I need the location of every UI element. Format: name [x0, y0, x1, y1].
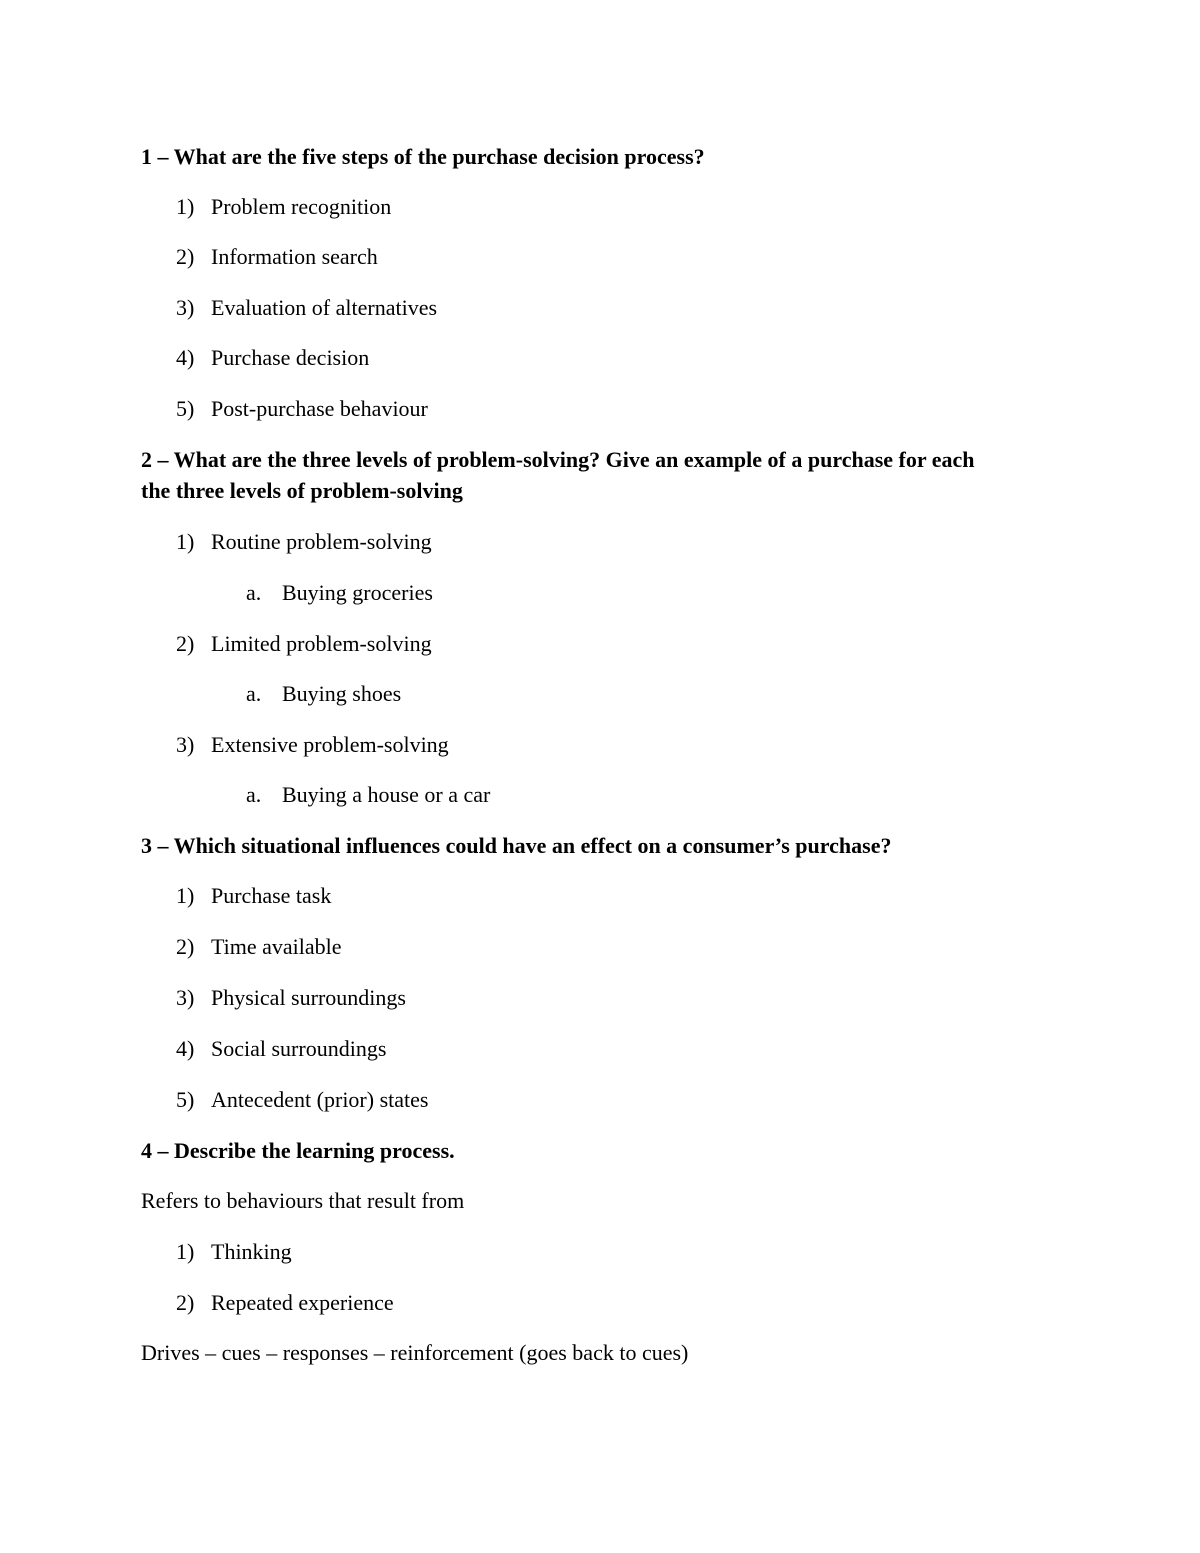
sub-list-text: Buying groceries: [282, 580, 433, 605]
list-item-text: Extensive problem-solving: [211, 732, 449, 757]
list-item-text: Antecedent (prior) states: [211, 1087, 429, 1112]
list-number: 3): [176, 295, 195, 320]
sub-list-letter: a.: [246, 681, 262, 706]
list-item-text: Time available: [211, 934, 342, 959]
question-2-line-1: 2 – What are the three levels of problem-solving? Give an example of a purchase for each: [141, 447, 975, 472]
sub-list-text: Buying shoes: [282, 681, 402, 706]
list-item-text: Limited problem-solving: [211, 631, 432, 656]
list-item-text: Information search: [211, 244, 378, 269]
list-item: [176, 343, 369, 373]
list-item-text: Repeated experience: [211, 1290, 394, 1315]
list-item-text: Evaluation of alternatives: [211, 295, 438, 320]
list-item-text: Problem recognition: [211, 194, 392, 219]
list-item-text: Post-purchase behaviour: [211, 396, 428, 421]
list-number: 3): [176, 732, 195, 757]
list-number: 1): [176, 1239, 195, 1264]
list-item-text: Thinking: [211, 1239, 292, 1264]
sub-list-item: [246, 679, 401, 709]
list-item: [176, 1288, 394, 1318]
list-item: [176, 730, 449, 760]
list-item: [176, 1034, 386, 1064]
list-number: 4): [176, 1036, 195, 1061]
list-item: [176, 932, 342, 962]
list-item: [176, 629, 432, 659]
list-item: [176, 983, 406, 1013]
list-item: [176, 1237, 292, 1267]
list-item-text: Purchase decision: [211, 345, 370, 370]
list-item: [176, 527, 432, 557]
list-item: [176, 881, 331, 911]
list-number: 2): [176, 244, 195, 269]
list-number: 3): [176, 985, 195, 1010]
list-number: 1): [176, 883, 195, 908]
list-item: [176, 1085, 428, 1115]
sub-list-letter: a.: [246, 580, 262, 605]
list-number: 1): [176, 529, 195, 554]
list-item: [176, 242, 378, 272]
paragraph-intro: Refers to behaviours that result from: [141, 1188, 465, 1213]
sub-list-item: [246, 780, 490, 810]
sub-list-letter: a.: [246, 782, 262, 807]
list-number: 1): [176, 194, 195, 219]
question-1: 1 – What are the five steps of the purchase decision process?: [141, 144, 705, 169]
question-2-line-2: the three levels of problem-solving: [141, 478, 463, 503]
list-item: [176, 394, 428, 424]
list-number: 5): [176, 396, 195, 421]
question-4: 4 – Describe the learning process.: [141, 1138, 455, 1163]
list-number: 5): [176, 1087, 195, 1112]
list-number: 2): [176, 1290, 195, 1315]
question-3: 3 – Which situational influences could have an effect on a consumer’s purchase?: [141, 833, 892, 858]
list-number: 2): [176, 934, 195, 959]
list-item-text: Physical surroundings: [211, 985, 406, 1010]
list-item: [176, 192, 391, 222]
paragraph-summary: Drives – cues – responses – reinforcement (goes back to cues): [141, 1340, 689, 1365]
list-item-text: Routine problem-solving: [211, 529, 432, 554]
list-item-text: Purchase task: [211, 883, 332, 908]
sub-list-text: Buying a house or a car: [282, 782, 491, 807]
list-item: [176, 293, 437, 323]
sub-list-item: [246, 578, 433, 608]
list-number: 4): [176, 345, 195, 370]
list-item-text: Social surroundings: [211, 1036, 387, 1061]
list-number: 2): [176, 631, 195, 656]
